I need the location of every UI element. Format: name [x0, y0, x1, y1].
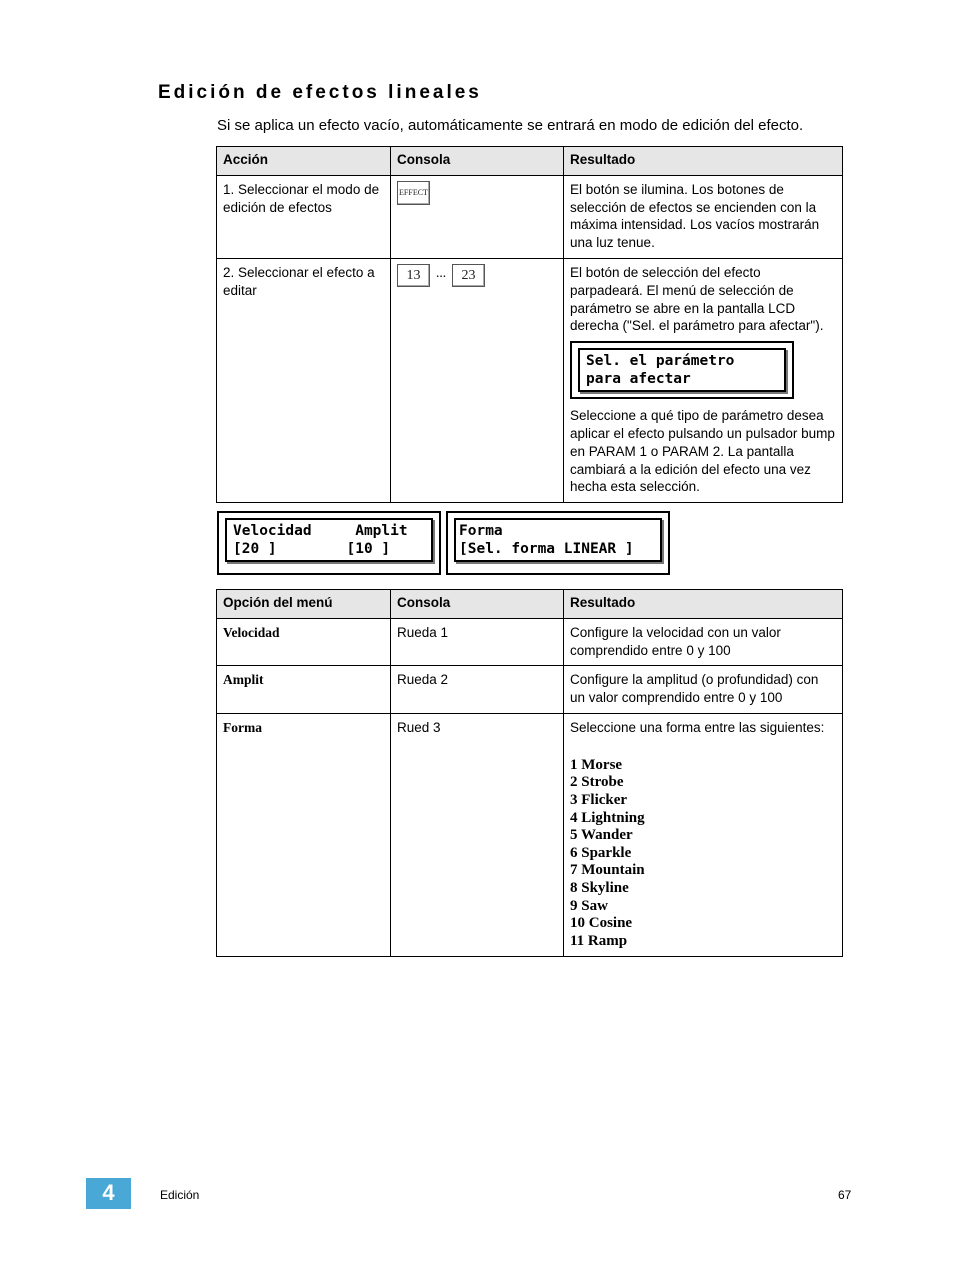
lcd-line-1: Forma — [459, 523, 503, 539]
list-item: 10 Cosine — [570, 915, 633, 932]
list-item: 6 Sparkle — [570, 844, 632, 861]
chapter-number-tab: 4 — [86, 1178, 131, 1209]
list-item: 7 Mountain — [570, 862, 645, 879]
menu-options-table — [216, 589, 843, 957]
list-item: 3 Flicker — [570, 791, 628, 808]
intro-paragraph: Si se aplica un efecto vacío, automáticamente se entrará en modo de edición del efecto. — [217, 117, 804, 134]
list-item: 2 Strobe — [570, 774, 624, 791]
table-header-row — [217, 590, 843, 619]
list-item: 8 Skyline — [570, 879, 629, 896]
lcd-line-1: Sel. el parámetro — [586, 353, 735, 370]
lcd-screen — [454, 518, 662, 562]
lcd-displays — [217, 511, 670, 575]
section-title: Edición de efectos lineales — [158, 82, 482, 103]
table-row — [217, 666, 843, 714]
lcd-screen — [225, 518, 433, 562]
table-row — [217, 713, 843, 956]
result-cell: El botón se ilumina. Los botones de selección de efectos se encienden con la máxima intensidad. Los vacíos mostrarán una luz tenue. — [564, 175, 843, 258]
list-item: 1 Morse — [570, 756, 623, 773]
header-opcion: Opción del menú — [217, 590, 391, 619]
footer-section: Edición — [160, 1188, 200, 1202]
console-cell: Rueda 1 — [391, 618, 564, 666]
table-row — [217, 258, 843, 502]
result-text-b: Seleccione a qué tipo de parámetro desea aplicar el efecto pulsando un pulsador bump en PARAM 1 o PARAM 2. La pantalla cambiará a la edición del efecto una vez hecha esta selección. — [570, 408, 835, 495]
result-cell: Configure la velocidad con un valor comprendido entre 0 y 100 — [564, 618, 843, 666]
header-resultado: Resultado — [564, 147, 843, 176]
effect-key-13: 13 — [397, 264, 430, 287]
action-cell: 1. Seleccionar el modo de edición de efectos — [217, 175, 391, 258]
result-cell — [564, 258, 843, 502]
effect-key: EFFECT — [397, 181, 430, 205]
console-cell: Rued 3 — [391, 713, 564, 956]
action-cell: 2. Seleccionar el efecto a editar — [217, 258, 391, 502]
result-text: Seleccione una forma entre las siguientes: — [570, 719, 825, 735]
option-cell: Forma — [217, 713, 391, 956]
result-cell — [564, 713, 843, 956]
option-cell: Amplit — [217, 666, 391, 714]
option-cell: Velocidad — [217, 618, 391, 666]
header-accion: Acción — [217, 147, 391, 176]
lcd-screen — [578, 348, 786, 392]
page-number: 67 — [838, 1188, 852, 1202]
list-item: 9 Saw — [570, 897, 608, 914]
list-item: 11 Ramp — [570, 932, 628, 949]
table-row — [217, 618, 843, 666]
header-consola: Consola — [391, 590, 564, 619]
actions-table — [216, 146, 843, 503]
result-text-a: El botón de selección del efecto parpadeará. El menú de selección de parámetro se abre en la pantalla LCD derecha ("Sel. el parámetro para afectar"). — [570, 264, 824, 334]
shape-list — [570, 757, 836, 951]
list-item: 4 Lightning — [570, 809, 645, 826]
console-cell: Rueda 2 — [391, 666, 564, 714]
console-cell — [391, 175, 564, 258]
result-cell: Configure la amplitud (o profundidad) con un valor comprendido entre 0 y 100 — [564, 666, 843, 714]
lcd-line-2: [Sel. forma LINEAR ] — [459, 541, 634, 557]
list-item: 5 Wander — [570, 827, 633, 844]
table-row — [217, 175, 843, 258]
lcd-display-left — [217, 511, 441, 575]
lcd-line-2: para afectar — [586, 371, 691, 388]
header-consola: Consola — [391, 147, 564, 176]
lcd-display-right — [446, 511, 670, 575]
console-cell — [391, 258, 564, 502]
lcd-display-param — [570, 341, 794, 399]
effect-key-23: 23 — [452, 264, 485, 287]
lcd-line-1: Velocidad Amplit — [233, 523, 408, 539]
range-ellipsis: ... — [435, 264, 447, 280]
header-resultado: Resultado — [564, 590, 843, 619]
table-header-row — [217, 147, 843, 176]
lcd-line-2: [20 ] [10 ] — [233, 541, 391, 557]
